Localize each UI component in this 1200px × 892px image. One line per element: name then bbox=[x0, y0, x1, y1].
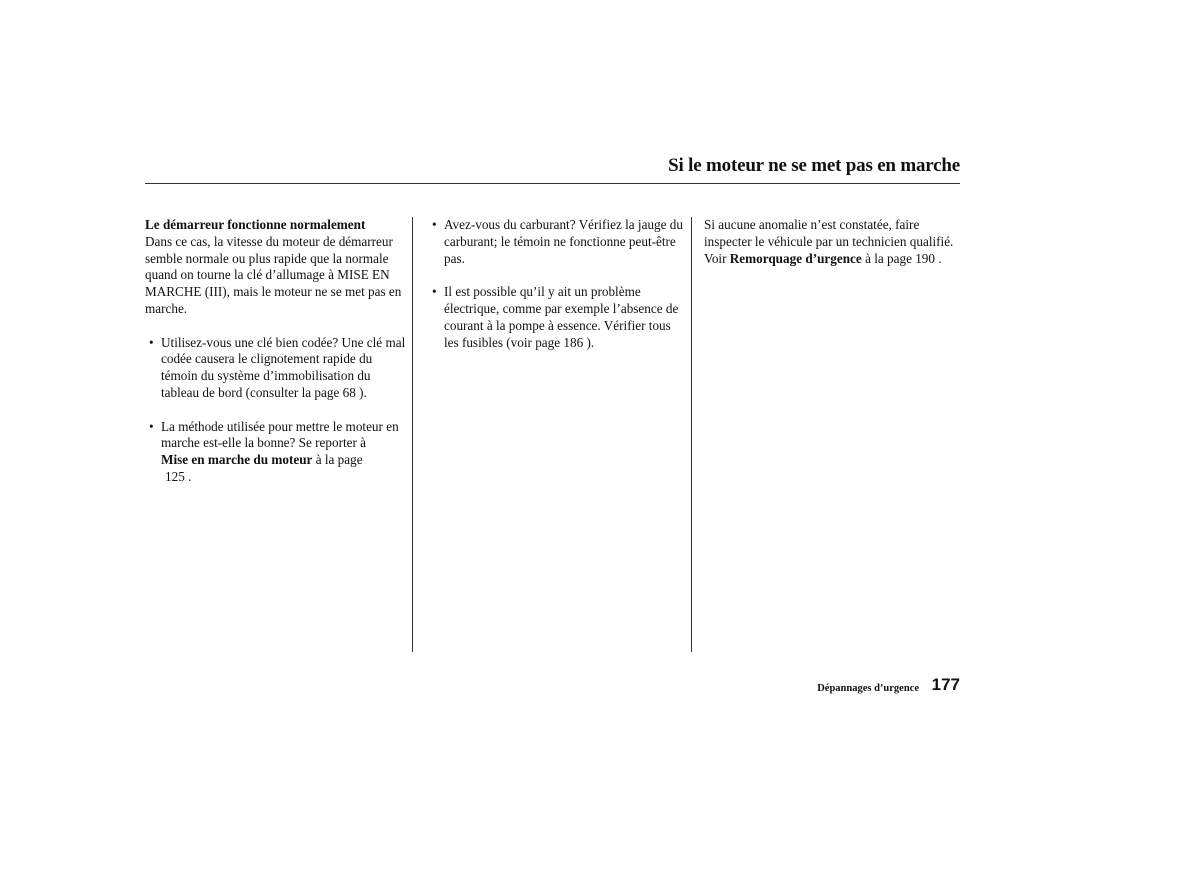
page-reference[interactable]: 125 . bbox=[165, 468, 192, 484]
list-item-text: à la page bbox=[315, 452, 363, 468]
paragraph-text: à la page 190 . bbox=[865, 250, 942, 266]
bullet-icon: • bbox=[432, 284, 437, 300]
column-divider bbox=[691, 217, 692, 652]
cross-reference-link[interactable]: Mise en marche du moteur bbox=[161, 452, 313, 468]
cross-reference-link[interactable]: Remorquage d’urgence bbox=[729, 250, 862, 266]
list-item bbox=[145, 335, 407, 402]
list-item-text: Il est possible qu’il y ait un problème électrique, comme par exemple l’absence de courant à la pompe à essence. Vérifier tous les fusibles (voir page 186 ). bbox=[444, 284, 679, 350]
column-left bbox=[145, 217, 407, 486]
bullet-icon: • bbox=[149, 334, 154, 350]
page-title: Si le moteur ne se met pas en marche bbox=[668, 155, 960, 176]
column-divider bbox=[412, 217, 413, 652]
list-item bbox=[145, 419, 407, 486]
list-item-text: Avez-vous du carburant? Vérifiez la jauge du carburant; le témoin ne fonctionne peut-être pas. bbox=[444, 217, 683, 266]
page-number: 177 bbox=[931, 675, 960, 694]
list-item bbox=[428, 284, 683, 351]
header-rule bbox=[145, 183, 960, 184]
section-subheading: Le démarreur fonctionne normalement bbox=[145, 217, 366, 232]
column-right bbox=[704, 217, 960, 267]
advice-paragraph bbox=[704, 217, 960, 267]
list-item-text: Utilisez-vous une clé bien codée? Une clé mal codée causera le clignotement rapide du témoin du système d’immobilisation du tableau de bord (consulter la page 68 ). bbox=[161, 334, 406, 400]
bullet-icon: • bbox=[149, 418, 154, 434]
bullet-icon: • bbox=[432, 217, 437, 232]
column-middle bbox=[428, 217, 683, 351]
footer-section-label: Dépannages d’urgence bbox=[817, 683, 919, 694]
intro-paragraph: Dans ce cas, la vitesse du moteur de démarreur semble normale ou plus rapide que la normale quand on tourne la clé d’allumage à MISE EN MARCHE (III), mais le moteur ne se met pas en marche. bbox=[145, 233, 402, 316]
list-item-text: La méthode utilisée pour mettre le moteur en marche est-elle la bonne? Se reporter à bbox=[161, 418, 399, 451]
list-item bbox=[428, 217, 683, 267]
paragraph-text: Si aucune anomalie n’est constatée, faire inspecter le véhicule par un technicien qualifié. Voir bbox=[704, 217, 954, 266]
